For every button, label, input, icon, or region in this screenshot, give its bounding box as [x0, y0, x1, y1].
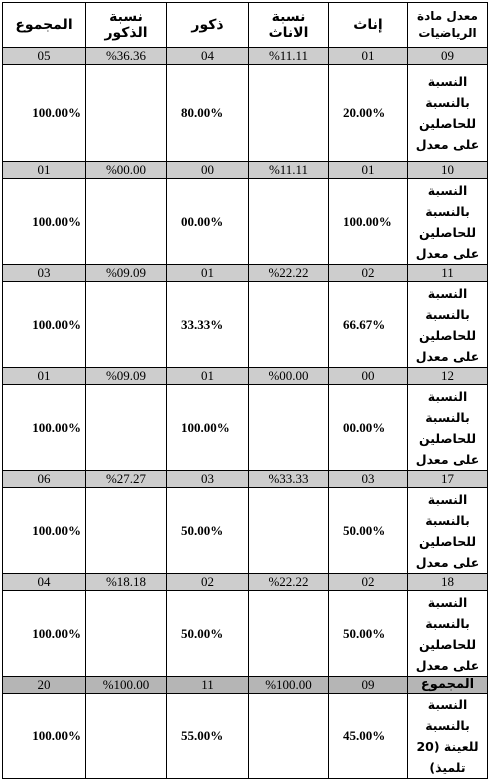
grade-cell: 12 [408, 368, 488, 385]
empty-cell [86, 385, 167, 471]
male-share-cell: 33.33% [167, 282, 249, 368]
male-share-cell: 100.00% [167, 385, 249, 471]
male-share-cell: 50.00% [167, 591, 249, 677]
female-share-cell: 50.00% [329, 488, 408, 574]
total-count-cell: 01 [3, 162, 86, 179]
empty-cell [86, 488, 167, 574]
grade-share-row [3, 385, 488, 471]
grade-share-row [3, 179, 488, 265]
female-share-cell: 00.00% [329, 385, 408, 471]
males-count-cell: 03 [167, 471, 249, 488]
grade-values-row [3, 471, 488, 488]
share-label-cell: النسبة بالنسبة للحاصلين على معدل [408, 488, 488, 574]
empty-cell [86, 694, 167, 779]
header-females: إناث [329, 3, 408, 48]
grade-cell: 09 [408, 48, 488, 65]
total-share-cell: 100.00% [3, 179, 86, 265]
total-share-cell: 100.00% [3, 385, 86, 471]
grade-cell: 11 [408, 265, 488, 282]
total-count-cell: 05 [3, 48, 86, 65]
grade-values-row [3, 48, 488, 65]
males-count-cell: 01 [167, 368, 249, 385]
empty-cell [249, 65, 329, 162]
males-count-cell: 11 [167, 677, 249, 694]
grade-cell: 10 [408, 162, 488, 179]
male-share-cell: 00.00% [167, 179, 249, 265]
male-percentage-cell: %36.36 [86, 48, 167, 65]
grade-values-row [3, 162, 488, 179]
empty-cell [86, 179, 167, 265]
header-female-percentage: نسبة الاناث [249, 3, 329, 48]
females-count-cell: 02 [329, 265, 408, 282]
females-count-cell: 01 [329, 48, 408, 65]
female-percentage-cell: %22.22 [249, 574, 329, 591]
total-count-cell: 04 [3, 574, 86, 591]
male-percentage-cell: %27.27 [86, 471, 167, 488]
females-count-cell: 03 [329, 471, 408, 488]
sample-share-label-cell: النسبة بالنسبة للعينة (20 تلميذ) [408, 694, 488, 779]
males-count-cell: 02 [167, 574, 249, 591]
total-share-row [3, 694, 488, 779]
header-total: المجموع [3, 3, 86, 48]
empty-cell [86, 65, 167, 162]
grade-share-row [3, 591, 488, 677]
grade-cell: 17 [408, 471, 488, 488]
female-share-cell: 45.00% [329, 694, 408, 779]
empty-cell [86, 282, 167, 368]
female-share-cell: 20.00% [329, 65, 408, 162]
male-share-cell: 50.00% [167, 488, 249, 574]
header-male-percentage: نسبة الذكور [86, 3, 167, 48]
empty-cell [249, 282, 329, 368]
share-label-cell: النسبة بالنسبة للحاصلين على معدل [408, 179, 488, 265]
females-count-cell: 02 [329, 574, 408, 591]
grade-values-row [3, 368, 488, 385]
header-math-average: معدل مادة الرياضيات [408, 3, 488, 48]
total-count-cell: 06 [3, 471, 86, 488]
female-percentage-cell: %11.11 [249, 162, 329, 179]
female-percentage-cell: %00.00 [249, 368, 329, 385]
grade-share-row [3, 282, 488, 368]
total-count-cell: 20 [3, 677, 86, 694]
males-count-cell: 01 [167, 265, 249, 282]
male-share-cell: 80.00% [167, 65, 249, 162]
male-percentage-cell: %09.09 [86, 265, 167, 282]
female-percentage-cell: %22.22 [249, 265, 329, 282]
header-row [3, 3, 488, 48]
female-share-cell: 100.00% [329, 179, 408, 265]
females-count-cell: 01 [329, 162, 408, 179]
total-values-row [3, 677, 488, 694]
header-males: ذكور [167, 3, 249, 48]
empty-cell [249, 591, 329, 677]
female-percentage-cell: %33.33 [249, 471, 329, 488]
male-percentage-cell: %09.09 [86, 368, 167, 385]
female-percentage-cell: %100.00 [249, 677, 329, 694]
total-count-cell: 01 [3, 368, 86, 385]
empty-cell [249, 385, 329, 471]
grade-share-row [3, 65, 488, 162]
females-count-cell: 09 [329, 677, 408, 694]
share-label-cell: النسبة بالنسبة للحاصلين على معدل [408, 65, 488, 162]
total-share-cell: 100.00% [3, 488, 86, 574]
females-count-cell: 00 [329, 368, 408, 385]
empty-cell [86, 591, 167, 677]
grade-cell: 18 [408, 574, 488, 591]
total-share-cell: 100.00% [3, 591, 86, 677]
grade-distribution-table [2, 2, 488, 779]
empty-cell [249, 488, 329, 574]
total-count-cell: 03 [3, 265, 86, 282]
grade-share-row [3, 488, 488, 574]
total-share-cell: 100.00% [3, 65, 86, 162]
empty-cell [249, 179, 329, 265]
female-share-cell: 66.67% [329, 282, 408, 368]
share-label-cell: النسبة بالنسبة للحاصلين على معدل [408, 282, 488, 368]
female-share-cell: 50.00% [329, 591, 408, 677]
male-percentage-cell: %100.00 [86, 677, 167, 694]
total-label-cell: المجموع [408, 677, 488, 694]
grade-values-row [3, 265, 488, 282]
male-percentage-cell: %18.18 [86, 574, 167, 591]
share-label-cell: النسبة بالنسبة للحاصلين على معدل [408, 591, 488, 677]
males-count-cell: 04 [167, 48, 249, 65]
total-share-cell: 100.00% [3, 282, 86, 368]
grade-values-row [3, 574, 488, 591]
empty-cell [249, 694, 329, 779]
female-percentage-cell: %11.11 [249, 48, 329, 65]
male-percentage-cell: %00.00 [86, 162, 167, 179]
males-count-cell: 00 [167, 162, 249, 179]
total-share-cell: 100.00% [3, 694, 86, 779]
male-share-cell: 55.00% [167, 694, 249, 779]
share-label-cell: النسبة بالنسبة للحاصلين على معدل [408, 385, 488, 471]
